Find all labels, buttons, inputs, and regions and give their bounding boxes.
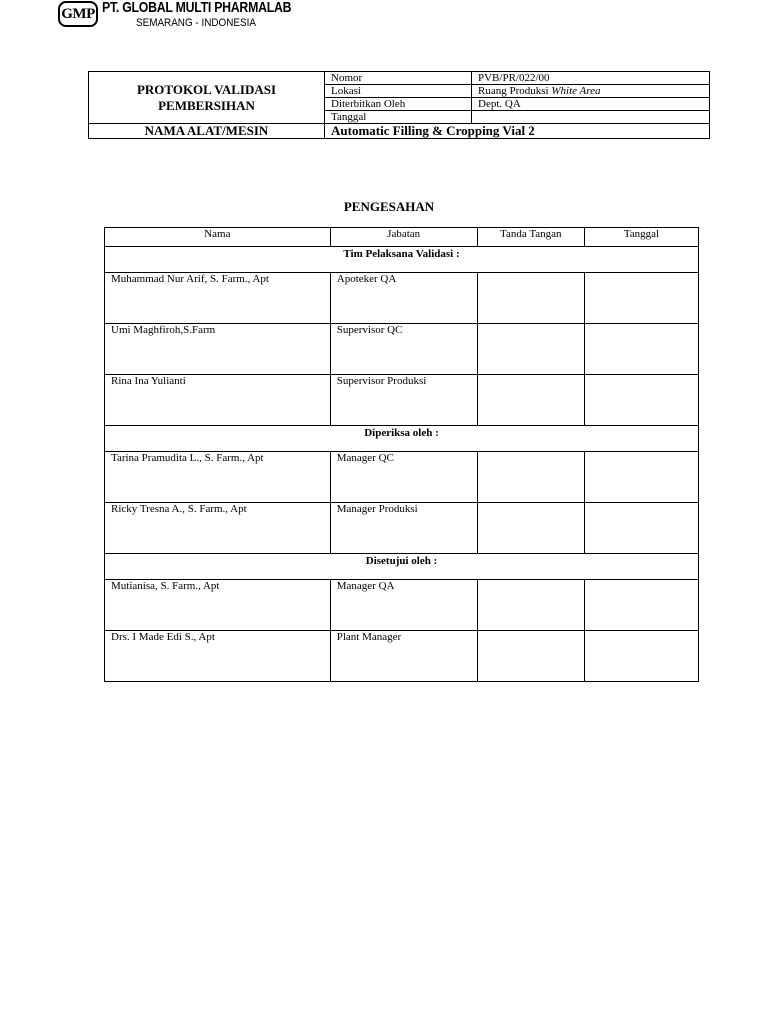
lokasi-label: Lokasi bbox=[325, 85, 472, 98]
person-name: Umi Maghfiroh,S.Farm bbox=[105, 324, 331, 375]
column-header-tanggal: Tanggal bbox=[584, 228, 698, 247]
table-row bbox=[105, 375, 699, 426]
person-name: Tarina Pramudita L., S. Farm., Apt bbox=[105, 452, 331, 503]
nomor-label: Nomor bbox=[325, 72, 472, 85]
group-label: Tim Pelaksana Validasi : bbox=[105, 247, 699, 273]
date-cell bbox=[584, 580, 698, 631]
person-name: Ricky Tresna A., S. Farm., Apt bbox=[105, 503, 331, 554]
tanggal-value bbox=[472, 111, 710, 124]
person-name: Mutianisa, S. Farm., Apt bbox=[105, 580, 331, 631]
table-row bbox=[105, 273, 699, 324]
group-label: Disetujui oleh : bbox=[105, 554, 699, 580]
date-cell bbox=[584, 375, 698, 426]
table-row bbox=[105, 452, 699, 503]
column-header-jabatan: Jabatan bbox=[330, 228, 477, 247]
column-header-tanda-tangan: Tanda Tangan bbox=[477, 228, 584, 247]
logo-text: GMP bbox=[61, 5, 95, 22]
signature-cell bbox=[477, 273, 584, 324]
person-position: Manager QC bbox=[330, 452, 477, 503]
signature-cell bbox=[477, 324, 584, 375]
approval-table-header bbox=[105, 228, 699, 247]
signature-cell bbox=[477, 452, 584, 503]
person-position: Supervisor QC bbox=[330, 324, 477, 375]
machine-value: Automatic Filling & Cropping Vial 2 bbox=[325, 124, 710, 139]
signature-cell bbox=[477, 503, 584, 554]
lokasi-value-text: Ruang Produksi bbox=[478, 85, 549, 97]
company-name: PT. GLOBAL MULTI PHARMALAB bbox=[102, 0, 292, 16]
group-row bbox=[105, 247, 699, 273]
document-header-table bbox=[88, 71, 710, 139]
person-position: Manager QA bbox=[330, 580, 477, 631]
group-row bbox=[105, 554, 699, 580]
document-title-line1: PROTOKOL VALIDASI bbox=[136, 81, 277, 97]
nomor-value: PVB/PR/022/00 bbox=[472, 72, 710, 85]
person-position: Apoteker QA bbox=[330, 273, 477, 324]
section-title: PENGESAHAN bbox=[343, 199, 435, 214]
person-position: Manager Produksi bbox=[330, 503, 477, 554]
signature-cell bbox=[477, 580, 584, 631]
table-row bbox=[105, 324, 699, 375]
date-cell bbox=[584, 273, 698, 324]
signature-cell bbox=[477, 375, 584, 426]
signature-cell bbox=[477, 631, 584, 682]
diterbitkan-value: Dept. QA bbox=[472, 98, 710, 111]
date-cell bbox=[584, 631, 698, 682]
person-name: Muhammad Nur Arif, S. Farm., Apt bbox=[105, 273, 331, 324]
group-label: Diperiksa oleh : bbox=[105, 426, 699, 452]
date-cell bbox=[584, 452, 698, 503]
document-title bbox=[89, 72, 325, 124]
company-letterhead bbox=[58, 0, 333, 30]
company-city: SEMARANG - INDONESIA bbox=[136, 17, 256, 29]
tanggal-label: Tanggal bbox=[325, 111, 472, 124]
person-position: Supervisor Produksi bbox=[330, 375, 477, 426]
date-cell bbox=[584, 503, 698, 554]
person-name: Drs. I Made Edi S., Apt bbox=[105, 631, 331, 682]
column-header-nama: Nama bbox=[105, 228, 331, 247]
person-name: Rina Ina Yulianti bbox=[105, 375, 331, 426]
person-position: Plant Manager bbox=[330, 631, 477, 682]
approval-table bbox=[104, 227, 699, 682]
group-row bbox=[105, 426, 699, 452]
lokasi-value bbox=[472, 85, 710, 98]
table-row bbox=[105, 631, 699, 682]
date-cell bbox=[584, 324, 698, 375]
company-logo bbox=[58, 1, 98, 27]
table-row bbox=[105, 503, 699, 554]
lokasi-value-area: White Area bbox=[551, 85, 601, 97]
diterbitkan-label: Diterbitkan Oleh bbox=[325, 98, 472, 111]
machine-label: NAMA ALAT/MESIN bbox=[89, 124, 325, 139]
document-title-line2: PEMBERSIHAN bbox=[158, 97, 255, 113]
table-row bbox=[105, 580, 699, 631]
letterhead-text bbox=[102, 0, 333, 29]
